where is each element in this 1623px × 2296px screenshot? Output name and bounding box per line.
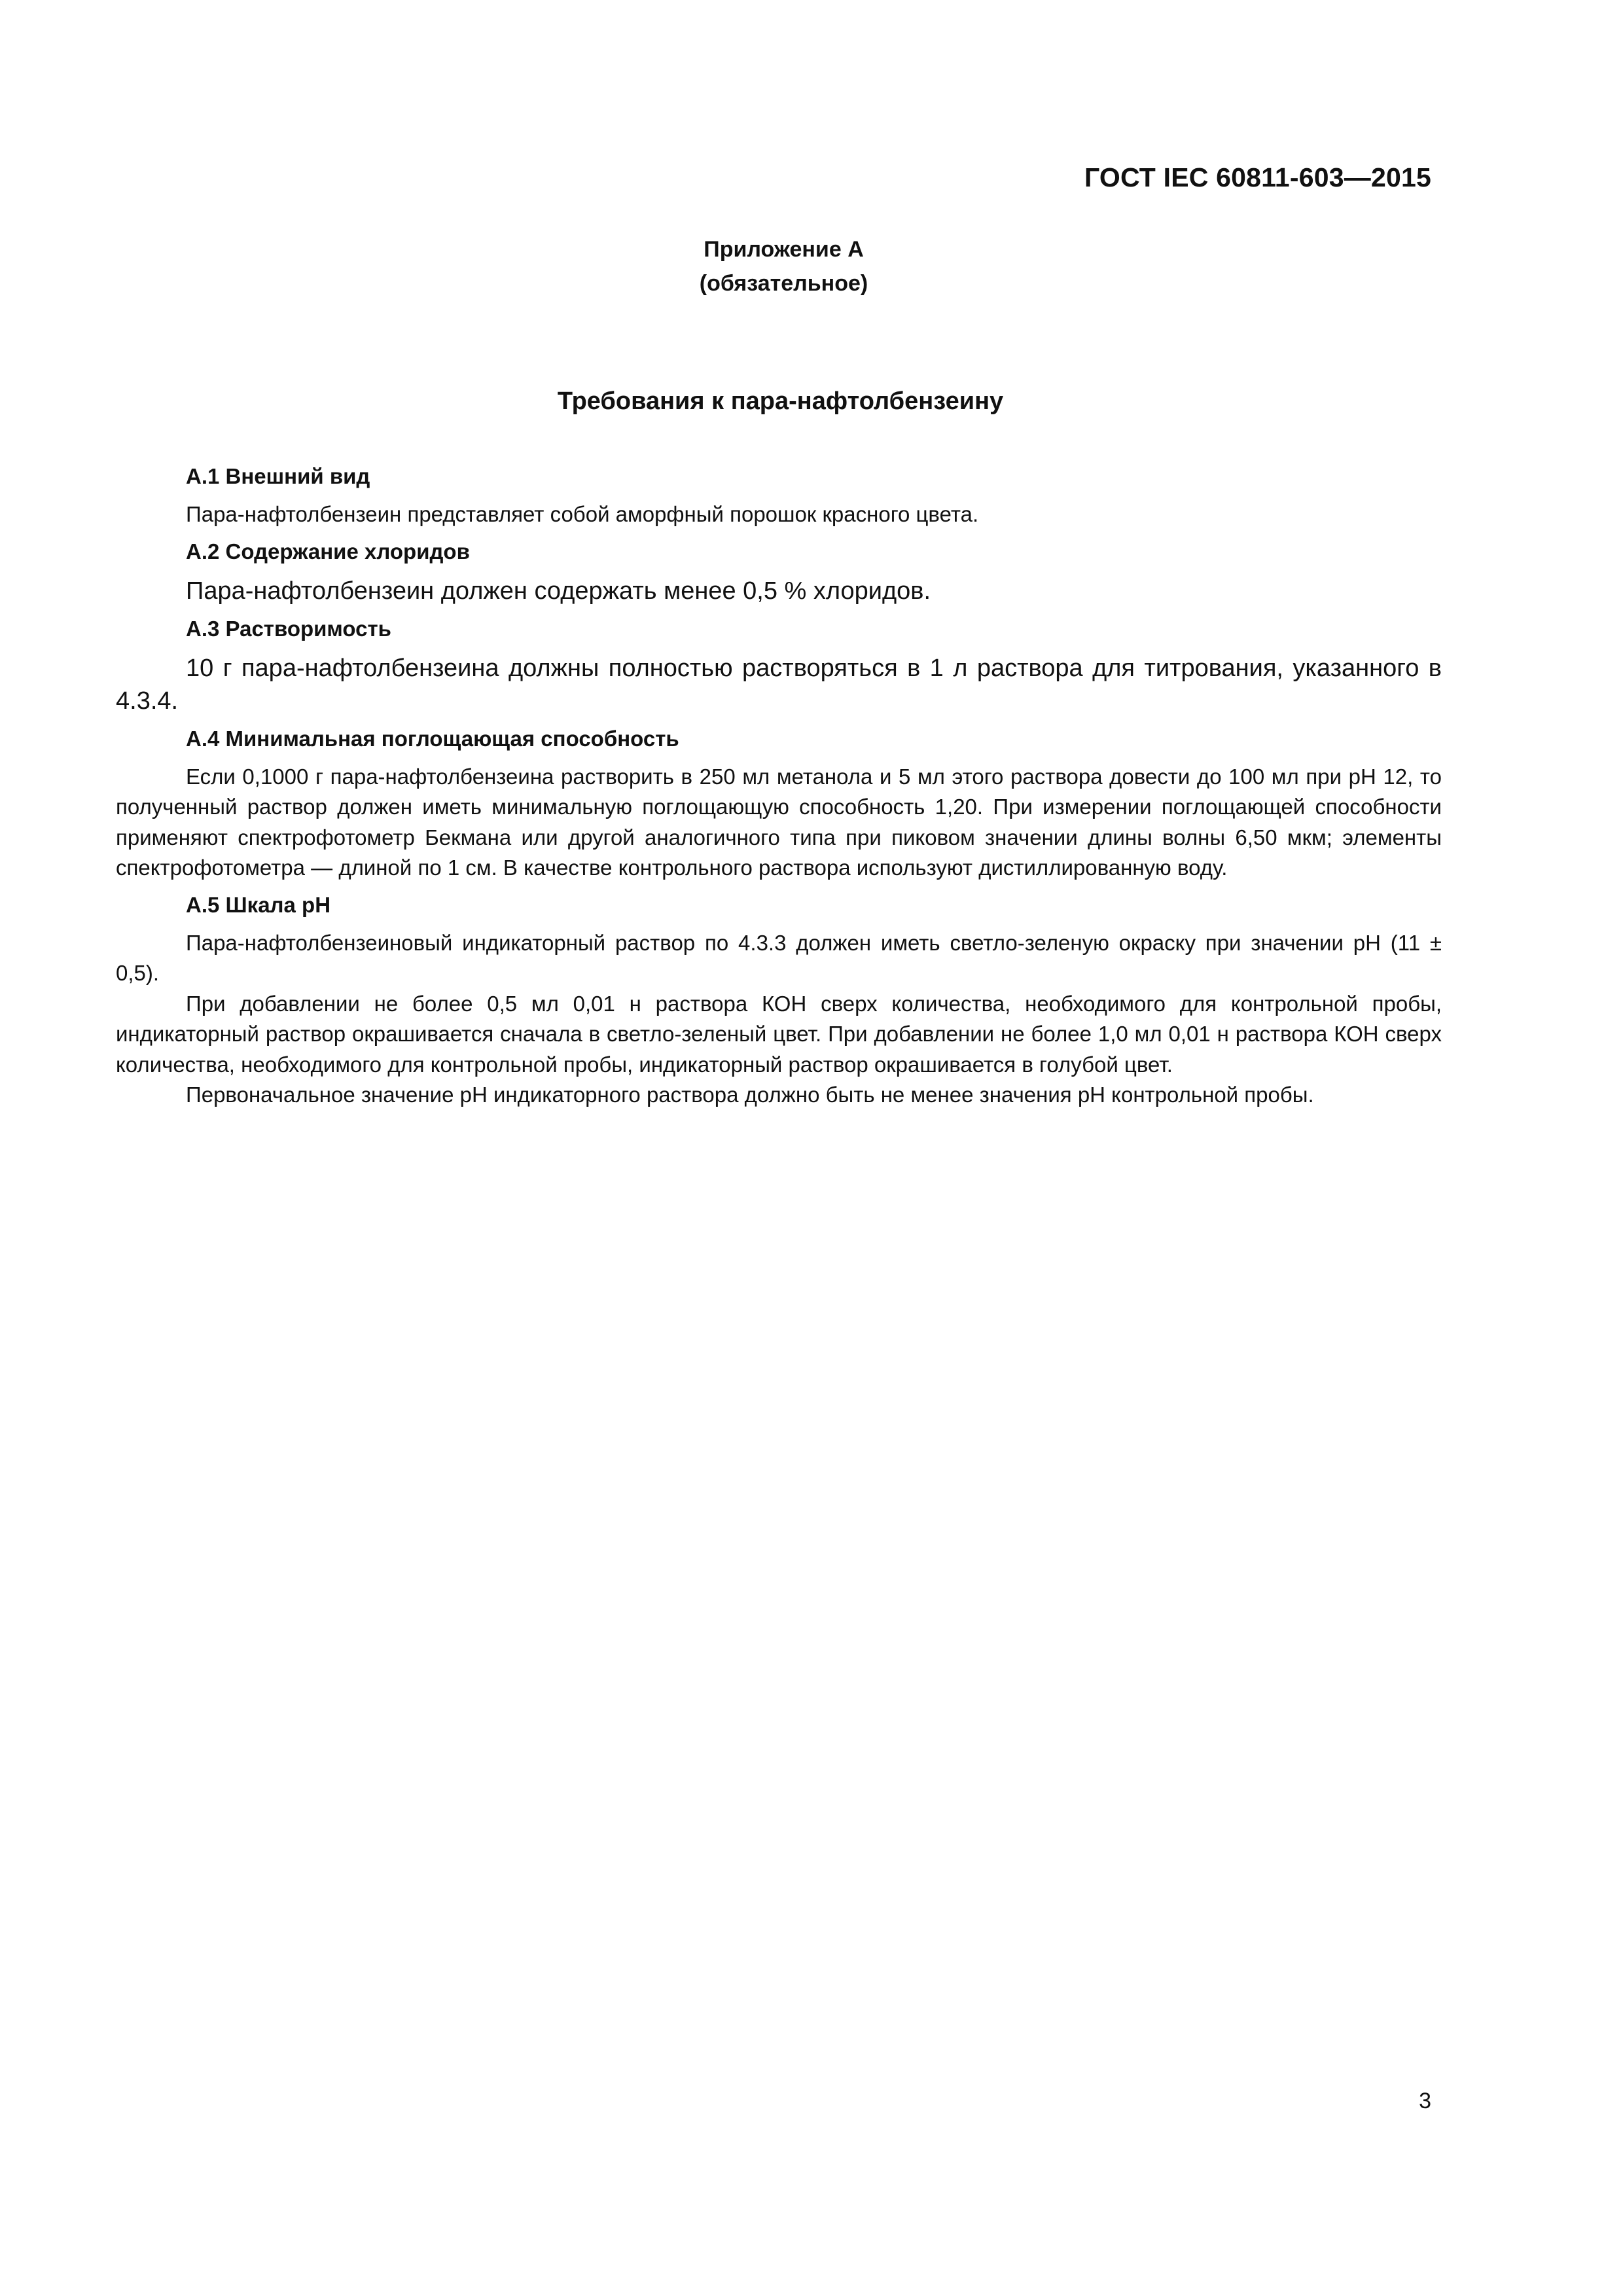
section-heading-a3: А.3 Растворимость (186, 616, 391, 641)
section-a5-paragraph-3: Первоначальное значение pH индикаторного раствора должно быть не менее значения pH контрольной пробы. (186, 1083, 1314, 1107)
section-heading-a2: А.2 Содержание хлоридов (186, 539, 470, 564)
document-code: ГОСТ IEC 60811-603—2015 (1084, 162, 1431, 192)
section-heading-a5: А.5 Шкала pH (186, 892, 331, 917)
section-a1-paragraph: Пара-нафтолбензеин представляет собой аморфный порошок красного цвета. (186, 502, 979, 526)
section-a5-paragraph-2: При добавлении не более 0,5 мл 0,01 н раствора КОН сверх количества, необходимого для контрольной пробы, индикаторный раствор окрашивается сначала в светло-зеленый цвет. При добавлении не более 1,0 мл 0,01 н раствора КОН сверх количества, необходимого для контрольной пробы, индикаторный раствор окрашивается в голубой цвет. (116, 991, 1442, 1077)
section-a5-paragraph-1: Пара-нафтолбензеиновый индикаторный раствор по 4.3.3 должен иметь светло-зеленую окраску при значении pH (11 ± 0,5). (116, 930, 1442, 985)
annex-label: Приложение А (704, 237, 864, 262)
section-a2-paragraph: Пара-нафтолбензеин должен содержать менее 0,5 % хлоридов. (186, 577, 931, 605)
annex-heading (0, 232, 1567, 300)
page-number: 3 (1419, 2089, 1431, 2113)
annex-status: (обязательное) (699, 271, 868, 296)
annex-title: Требования к пара-нафтолбензеину (557, 387, 1004, 415)
section-a3-paragraph: 10 г пара-нафтолбензеина должны полностью растворяться в 1 л раствора для титрования, указанного в 4.3.4. (116, 654, 1442, 715)
section-heading-a4: А.4 Минимальная поглощающая способность (186, 726, 679, 751)
section-heading-a1: А.1 Внешний вид (186, 464, 370, 488)
section-a4-paragraph: Если 0,1000 г пара-нафтолбензеина растворить в 250 мл метанола и 5 мл этого раствора довести до 100 мл при pH 12, то полученный раствор должен иметь минимальную поглощающую способность 1,20. При измерении поглощающей способности применяют спектрофотометр Бекмана или другой аналогичного типа при пиковом значении длины волны 6,50 мкм; элементы спектрофотометра — длиной по 1 см. В качестве контрольного раствора используют дистиллированную воду. (116, 764, 1442, 880)
document-body (116, 461, 1442, 1111)
